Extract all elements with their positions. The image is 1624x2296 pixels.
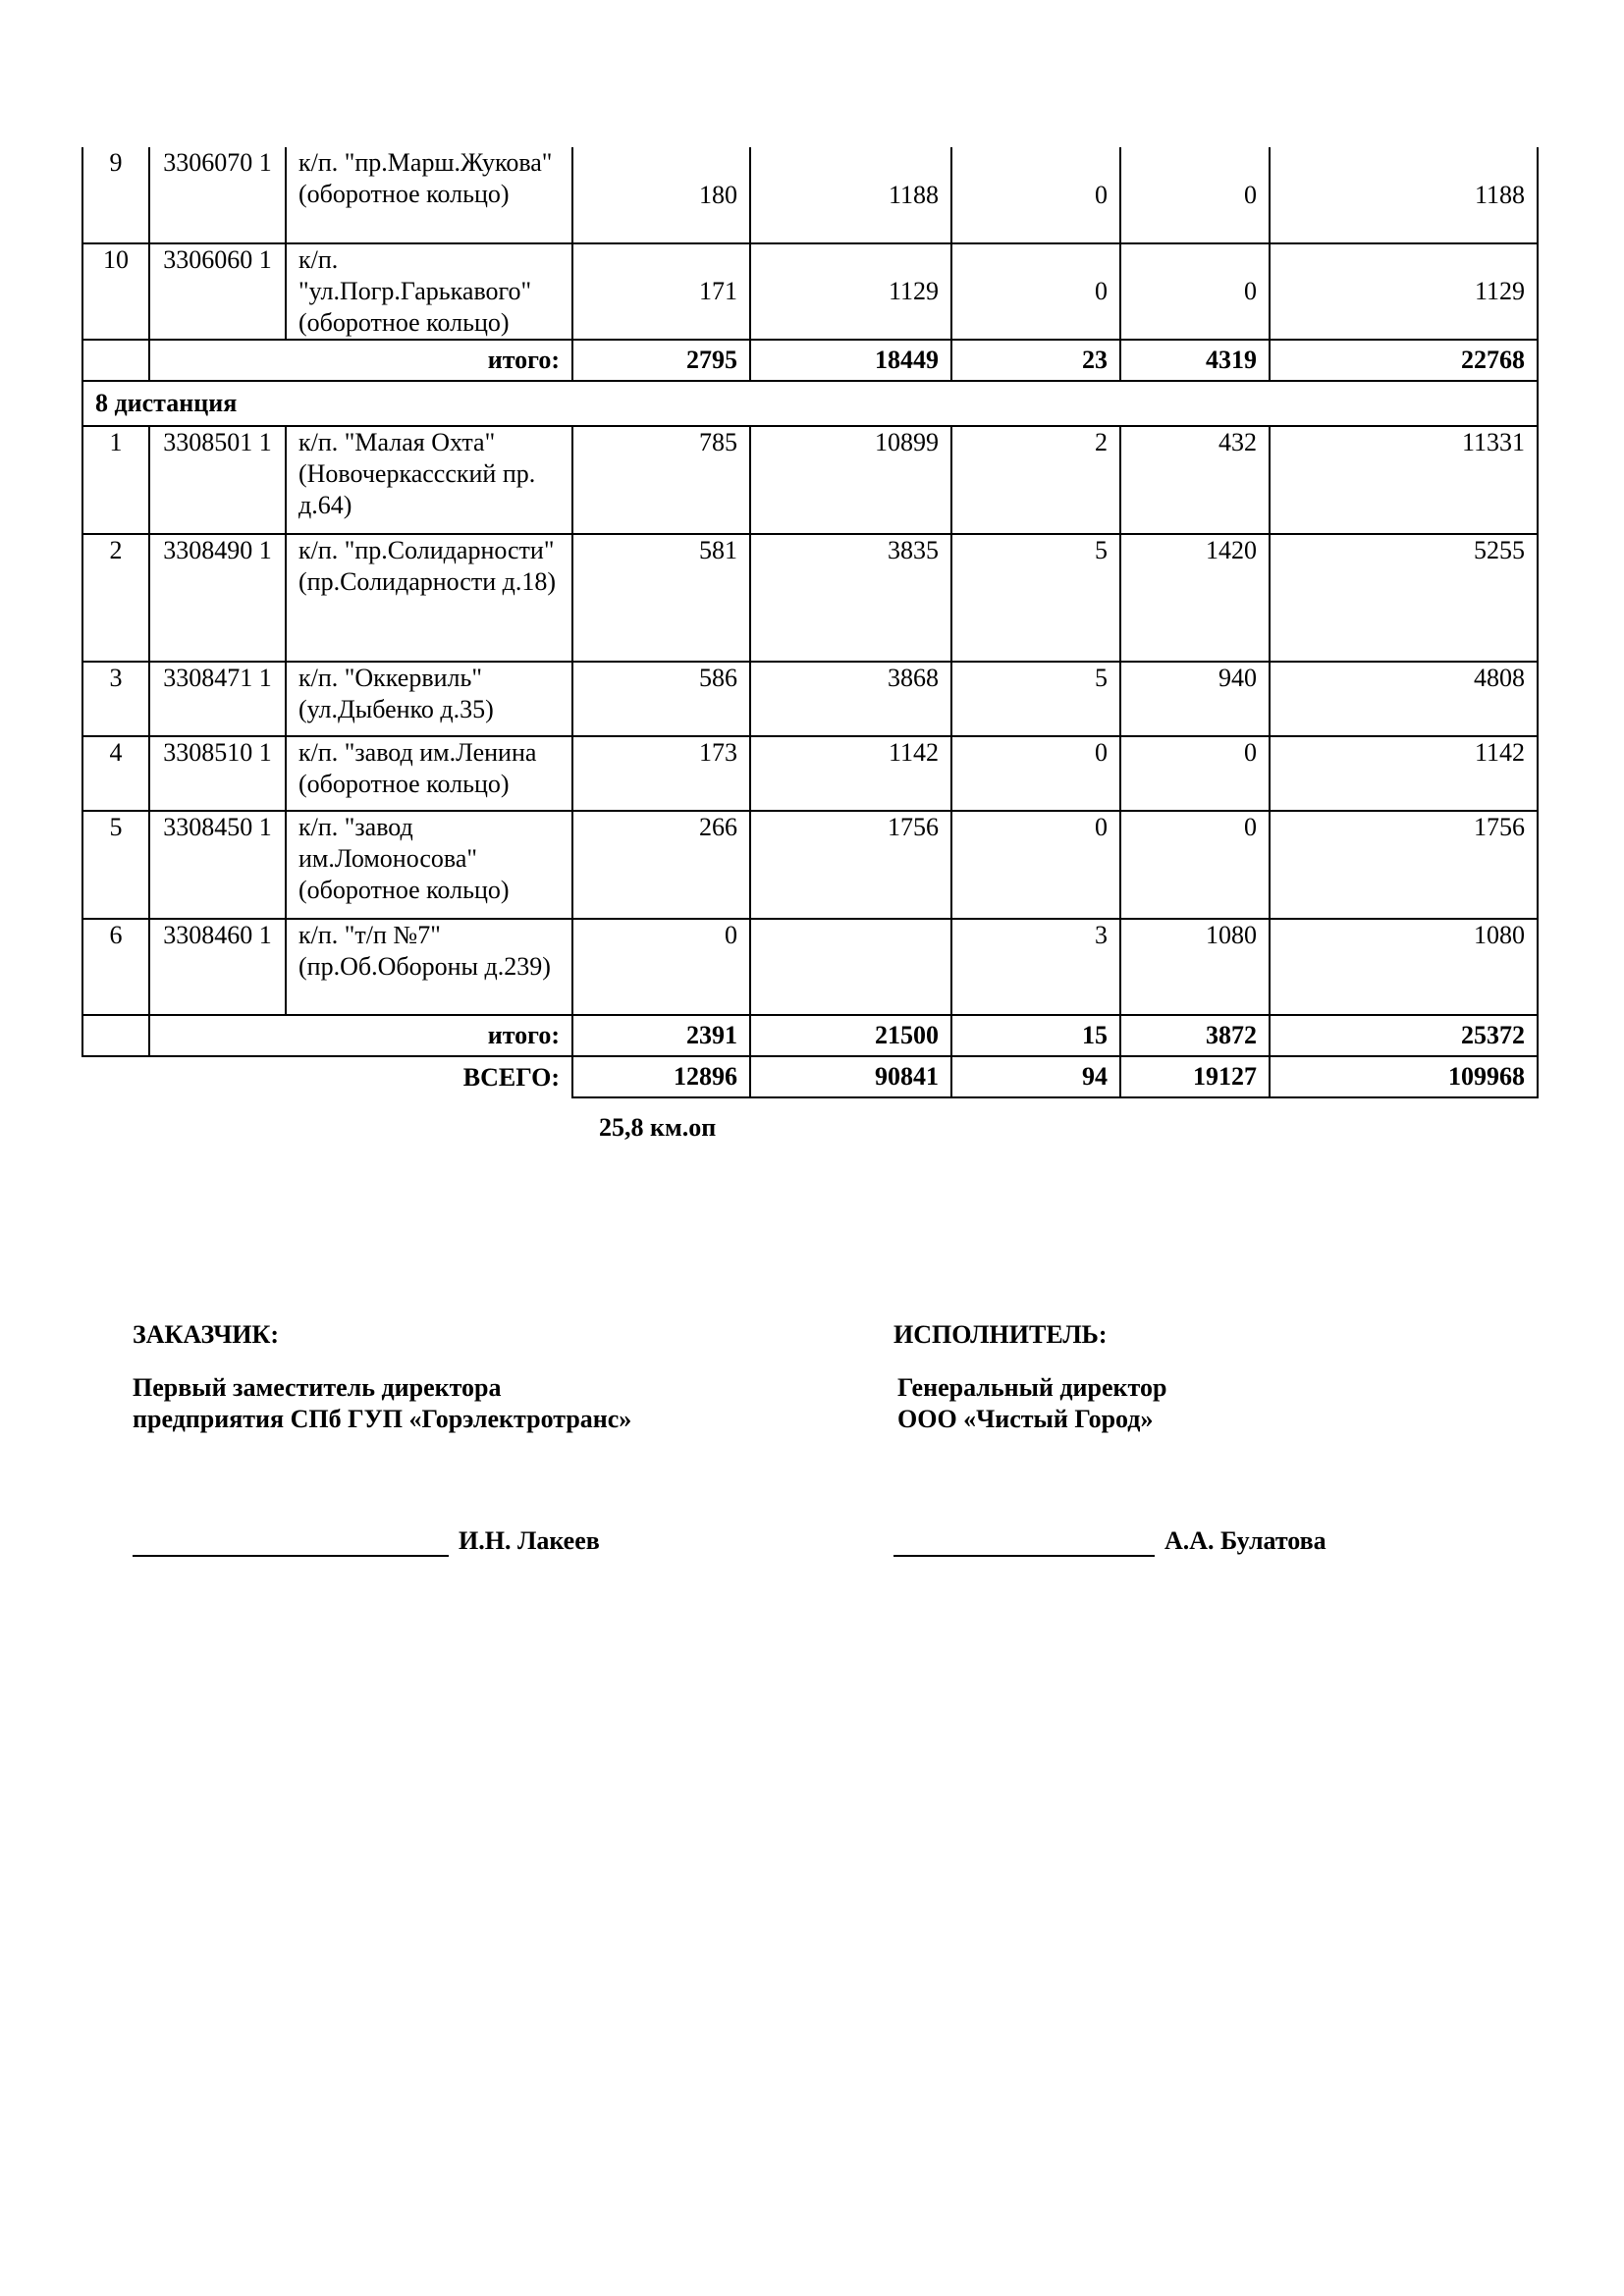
value-cell <box>750 919 951 1015</box>
row-number: 5 <box>82 811 149 919</box>
value-cell: 3835 <box>750 534 951 662</box>
value-cell: 11331 <box>1270 426 1538 534</box>
subtotal-value: 4319 <box>1120 340 1270 381</box>
contractor-signature-line <box>893 1529 1155 1557</box>
value-cell: 5 <box>951 662 1120 736</box>
value-cell: 1756 <box>1270 811 1538 919</box>
empty-cell <box>82 340 149 381</box>
stop-name: к/п. "завод им.Ленина (оборотное кольцо) <box>286 736 572 811</box>
value-cell: 1080 <box>1270 919 1538 1015</box>
grand-total-row <box>82 1056 1538 1097</box>
table-row <box>82 919 1538 1015</box>
grand-total-label: ВСЕГО: <box>82 1056 572 1097</box>
row-number: 6 <box>82 919 149 1015</box>
value-cell: 3868 <box>750 662 951 736</box>
stop-code: 3306070 1 <box>149 147 286 243</box>
stop-name: к/п. "т/п №7" (пр.Об.Обороны д.239) <box>286 919 572 1015</box>
contractor-signature-block <box>893 1525 1326 1557</box>
value-cell: 171 <box>572 243 750 340</box>
value-cell: 586 <box>572 662 750 736</box>
subtotal-label: итого: <box>149 1015 572 1056</box>
subtotal-value: 25372 <box>1270 1015 1538 1056</box>
table-row <box>82 426 1538 534</box>
stop-code: 3308510 1 <box>149 736 286 811</box>
stop-name: к/п. "пр.Солидарности" (пр.Солидарности д.18) <box>286 534 572 662</box>
stop-code: 3308450 1 <box>149 811 286 919</box>
contractor-position-line2: ООО «Чистый Город» <box>897 1405 1154 1433</box>
value-cell: 1756 <box>750 811 951 919</box>
row-number: 4 <box>82 736 149 811</box>
section-row <box>82 381 1538 426</box>
table-row <box>82 534 1538 662</box>
customer-signature-line <box>133 1529 449 1557</box>
subtotal-value: 3872 <box>1120 1015 1270 1056</box>
subtotal-value: 15 <box>951 1015 1120 1056</box>
subtotal-value: 18449 <box>750 340 951 381</box>
value-cell: 1129 <box>1270 243 1538 340</box>
value-cell: 10899 <box>750 426 951 534</box>
value-cell: 266 <box>572 811 750 919</box>
distance-note: 25,8 км.оп <box>599 1113 717 1142</box>
subtotal-value: 22768 <box>1270 340 1538 381</box>
value-cell: 1188 <box>1270 147 1538 243</box>
subtotal-value: 2391 <box>572 1015 750 1056</box>
stop-code: 3308490 1 <box>149 534 286 662</box>
row-number: 9 <box>82 147 149 243</box>
customer-position-line2: предприятия СПб ГУП «Горэлектротранс» <box>133 1405 632 1433</box>
section-title: 8 дистанция <box>82 381 1538 426</box>
value-cell: 1142 <box>750 736 951 811</box>
stop-code: 3308471 1 <box>149 662 286 736</box>
table-row <box>82 243 1538 340</box>
subtotal-label: итого: <box>149 340 572 381</box>
table-row <box>82 736 1538 811</box>
value-cell: 940 <box>1120 662 1270 736</box>
subtotal-value: 2795 <box>572 340 750 381</box>
value-cell: 4808 <box>1270 662 1538 736</box>
contractor-signatory-name: А.А. Булатова <box>1164 1526 1326 1555</box>
value-cell: 0 <box>1120 243 1270 340</box>
table-row <box>82 662 1538 736</box>
customer-signature-block <box>133 1525 600 1557</box>
value-cell: 3 <box>951 919 1120 1015</box>
value-cell: 0 <box>1120 736 1270 811</box>
subtotal-value: 23 <box>951 340 1120 381</box>
subtotal-row <box>82 1015 1538 1056</box>
grand-total-value: 90841 <box>750 1056 951 1097</box>
stop-name: к/п. "Малая Охта" (Новочеркассский пр. д.64) <box>286 426 572 534</box>
value-cell: 5 <box>951 534 1120 662</box>
value-cell: 0 <box>951 736 1120 811</box>
value-cell: 1129 <box>750 243 951 340</box>
stop-name: к/п. "ул.Погр.Гарькавого" (оборотное кольцо) <box>286 243 572 340</box>
table-row <box>82 811 1538 919</box>
value-cell: 1420 <box>1120 534 1270 662</box>
row-number: 10 <box>82 243 149 340</box>
value-cell: 581 <box>572 534 750 662</box>
stop-code: 3306060 1 <box>149 243 286 340</box>
stop-name: к/п. "завод им.Ломоносова" (оборотное кольцо) <box>286 811 572 919</box>
row-number: 2 <box>82 534 149 662</box>
value-cell: 785 <box>572 426 750 534</box>
empty-cell <box>82 1015 149 1056</box>
value-cell: 180 <box>572 147 750 243</box>
contractor-heading: ИСПОЛНИТЕЛЬ: <box>893 1320 1108 1349</box>
grand-total-value: 19127 <box>1120 1056 1270 1097</box>
customer-signatory-name: И.Н. Лакеев <box>459 1526 600 1555</box>
row-number: 1 <box>82 426 149 534</box>
value-cell: 173 <box>572 736 750 811</box>
routes-table <box>81 147 1539 1098</box>
value-cell: 5255 <box>1270 534 1538 662</box>
customer-heading: ЗАКАЗЧИК: <box>133 1320 280 1349</box>
grand-total-value: 109968 <box>1270 1056 1538 1097</box>
stop-name: к/п. "Оккервиль" (ул.Дыбенко д.35) <box>286 662 572 736</box>
value-cell: 1188 <box>750 147 951 243</box>
customer-position-line1: Первый заместитель директора <box>133 1373 502 1402</box>
value-cell: 1080 <box>1120 919 1270 1015</box>
row-number: 3 <box>82 662 149 736</box>
table-row <box>82 147 1538 243</box>
stop-code: 3308501 1 <box>149 426 286 534</box>
value-cell: 432 <box>1120 426 1270 534</box>
value-cell: 1142 <box>1270 736 1538 811</box>
value-cell: 2 <box>951 426 1120 534</box>
subtotal-value: 21500 <box>750 1015 951 1056</box>
value-cell: 0 <box>1120 147 1270 243</box>
grand-total-value: 94 <box>951 1056 1120 1097</box>
grand-total-value: 12896 <box>572 1056 750 1097</box>
value-cell: 0 <box>951 243 1120 340</box>
value-cell: 0 <box>951 147 1120 243</box>
value-cell: 0 <box>1120 811 1270 919</box>
stop-name: к/п. "пр.Марш.Жукова" (оборотное кольцо) <box>286 147 572 243</box>
contractor-position-line1: Генеральный директор <box>897 1373 1167 1402</box>
value-cell: 0 <box>572 919 750 1015</box>
subtotal-row <box>82 340 1538 381</box>
value-cell: 0 <box>951 811 1120 919</box>
stop-code: 3308460 1 <box>149 919 286 1015</box>
